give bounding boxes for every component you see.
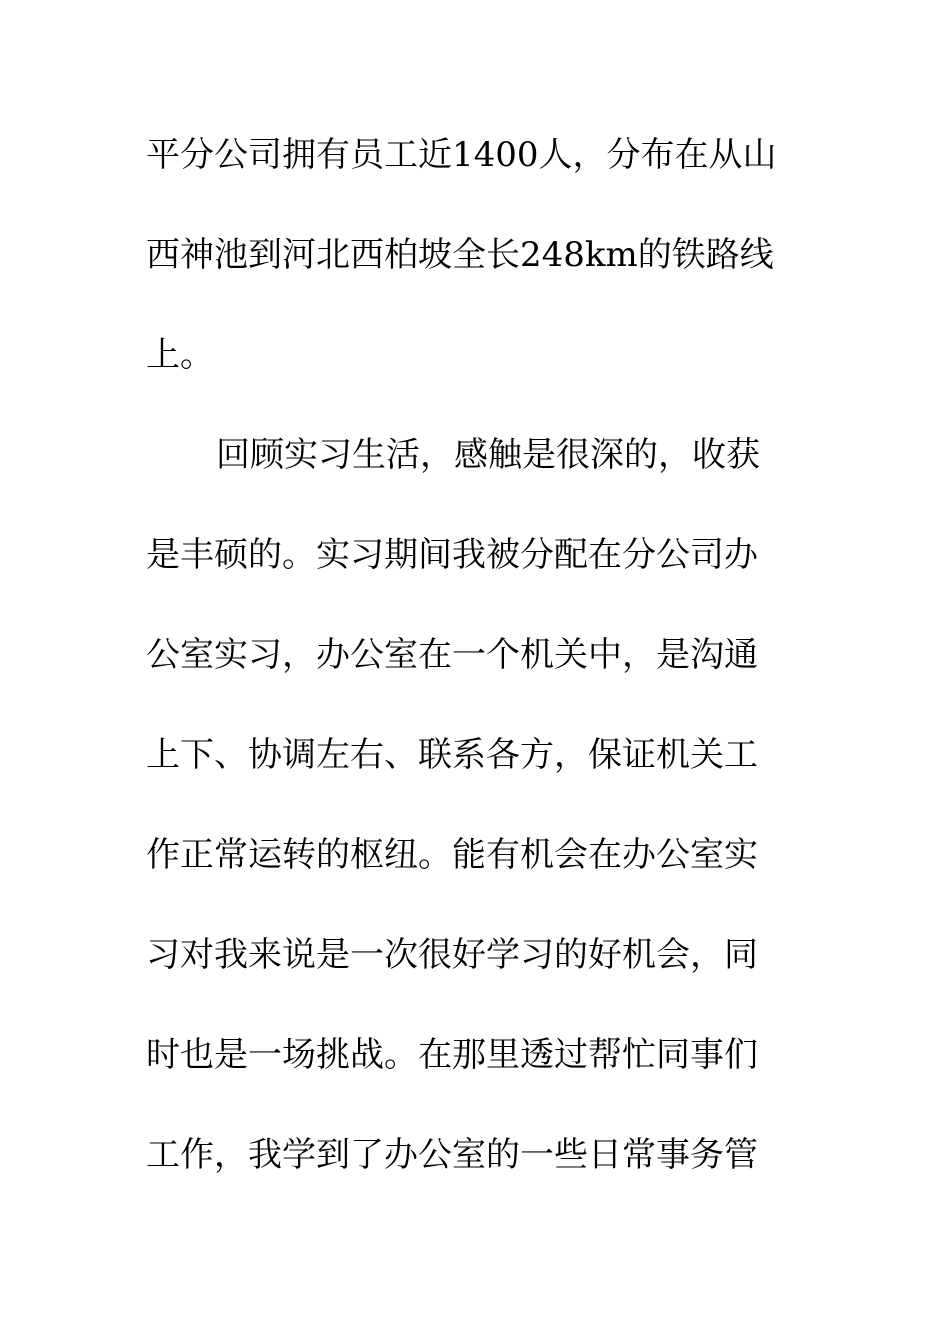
- text-line: 工作，我学到了办公室的一些日常事务管: [146, 1135, 758, 1175]
- text-line: 上下、协调左右、联系各方，保证机关工: [146, 735, 758, 775]
- text-line: 公室实习，办公室在一个机关中，是沟通: [146, 635, 758, 675]
- text-line: 作正常运转的枢纽。能有机会在办公室实: [146, 835, 758, 875]
- body-text: [146, 120, 796, 1220]
- text-line: 是丰硕的。实习期间我被分配在分公司办: [146, 535, 758, 575]
- text-line-paragraph-start: 回顾实习生活，感触是很深的，收获: [216, 435, 760, 475]
- text-line: 西神池到河北西柏坡全长248km的铁路线: [146, 235, 774, 275]
- text-line: 平分公司拥有员工近1400人，分布在从山: [146, 135, 777, 175]
- text-line: 上。: [146, 335, 214, 375]
- text-line: 习对我来说是一次很好学习的好机会，同: [146, 935, 758, 975]
- text-line: 时也是一场挑战。在那里透过帮忙同事们: [146, 1035, 758, 1075]
